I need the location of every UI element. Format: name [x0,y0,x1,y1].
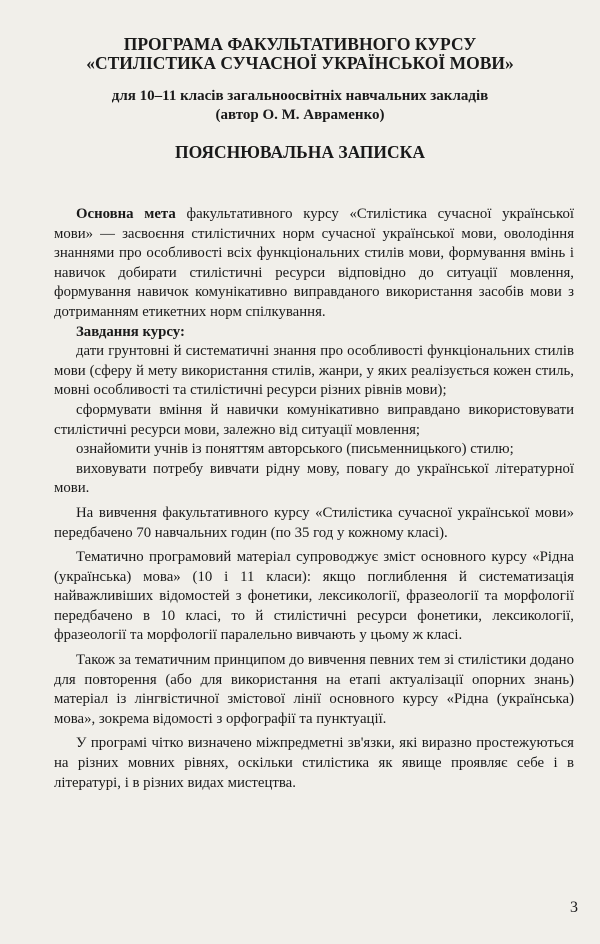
explanatory-note-body [54,205,574,793]
paragraph-main-goal [54,205,574,323]
paragraph-hours: На вивчення факультативного курсу «Стилістика сучасної української мови» передбачено 70 навчальних годин (по 35 год у кожному класі). [54,504,574,541]
tasks-heading: Завдання курсу: [76,323,185,340]
paragraph-thematic: Тематично програмовий матеріал супроводжує зміст основного курсу «Рідна (українська) мова» (10 і 11 класи): якщо поглиблення й систематизація найважливіших відомостей з фонетики, лексикології, фразеології та морфології передбачено в 10 класі, то й стилістичні ресурси фонетики, лексикології, фразеології та морфології паралельно вивчають у цьому ж класі. [54,549,574,644]
task-item: дати грунтовні й систематичні знання про особливості функціональних стилів мови (сферу й мету використання стилів, жанри, у яких реалізується кожен стиль, мовні особливості та стилістичні ресурси різних рівнів мови); [54,343,574,399]
main-goal-lead: Основна мета [76,206,176,222]
paragraph-repetition: Також за тематичним принципом до вивчення певних тем зі стилістики додано для повторення (або для використання на етапі актуалізації опорних знань) матеріал із лінгвістичної змістової лінії основного курсу «Рідна (українська) мова», зокрема відомості з орфографії та пунктуації. [54,652,574,727]
paragraph-interdisciplinary: У програмі чітко визначено міжпредметні зв'язки, які виразно простежуються на різних мовних рівнях, оскільки стилістика як явище проявляє себе і в літературі, і в різних видах мистецтва. [54,735,574,791]
task-item: ознайомити учнів із поняттям авторського (письменницького) стилю; [76,441,514,458]
program-title-line2: «СТИЛІСТИКА СУЧАСНОЇ УКРАЇНСЬКОЇ МОВИ» [86,53,514,73]
main-goal-text: факультативного курсу «Стилістика сучасної української мови» — засвоєння стилістичних норм сучасної української мови, оволодіння знаннями про особливості всіх функціональних стилів мови, формування вмінь і навичок добирати стилістичні ресурси відповідно до ситуації мовлення, формування навичок комунікативно виправданого використання засобів мови з дотриманням етикетних норм спілкування. [54,206,574,320]
task-item: виховувати потребу вивчати рідну мову, повагу до української літературної мови. [54,460,574,497]
program-author: (автор О. М. Авраменко) [215,107,385,123]
page-number: 3 [570,899,578,916]
program-subtitle-line1: для 10–11 класів загальноосвітніх навчальних закладів [111,88,489,104]
program-title-line1: ПРОГРАМА ФАКУЛЬТАТИВНОГО КУРСУ [123,34,477,54]
section-heading: ПОЯСНЮВАЛЬНА ЗАПИСКА [174,142,426,162]
task-item: сформувати вміння й навички комунікативно виправдано використовувати стилістичні ресурси мови, залежно від ситуації мовлення; [54,401,574,438]
